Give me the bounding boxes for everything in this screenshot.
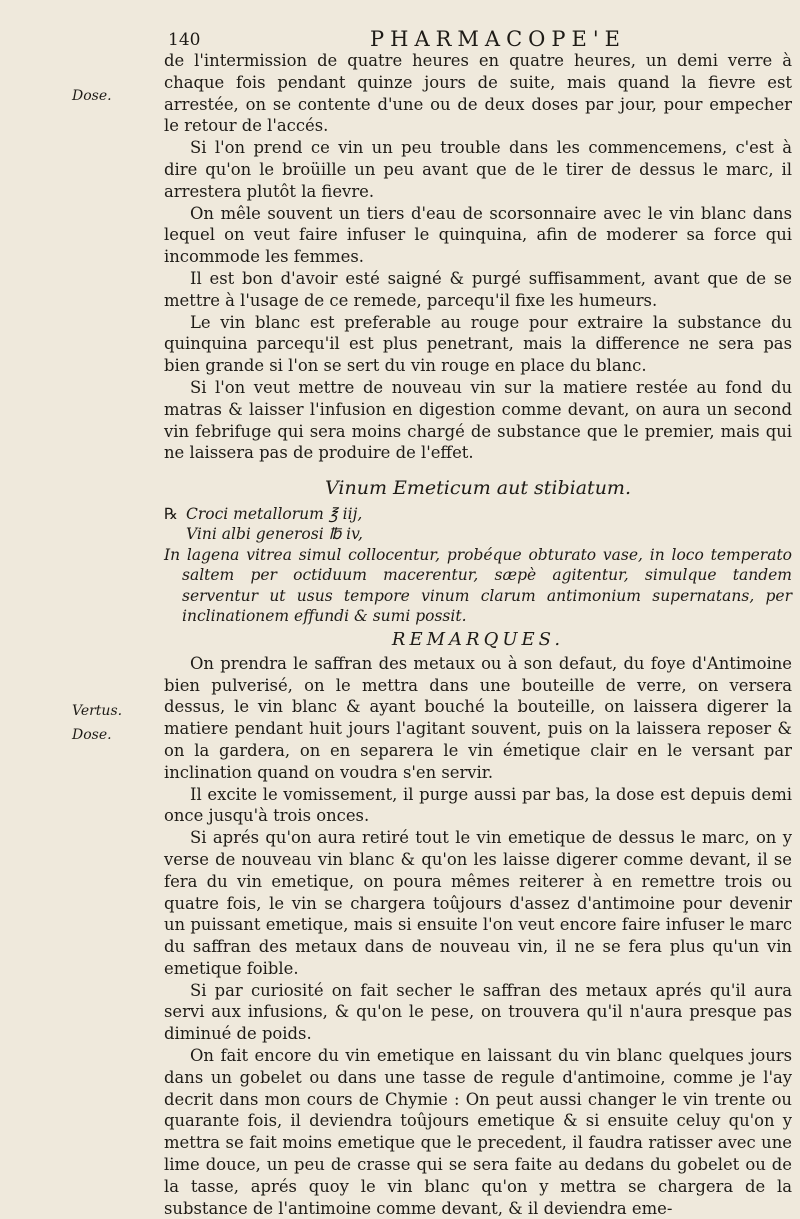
margin-note-vertus: Vertus.	[72, 703, 123, 719]
page-number: 140	[168, 30, 201, 50]
remarques-heading: REMARQUES.	[391, 628, 565, 650]
paragraph: On fait encore du vin emetique en laissant du vin blanc quelques jours dans un gobelet ou dans une tasse de regule d'antimoine, comme je l'ay decrit dans mon cours de Chymie : On peut aussi changer le vin trente ou quarante fois, il deviendra toûjours emetique & si ensuite celuy qu'on y mettra se fait moins emetique que le precedent, il faudra ratisser avec une lime douce, un peu de crasse qui se sera faite au dedans du gobelet ou de la tasse, aprés quoy le vin blanc qu'on y mettra se chargera de la substance de l'antimoine comme devant, & il deviendra eme-	[164, 1046, 792, 1218]
recipe-line	[164, 504, 792, 525]
paragraph: Il est bon d'avoir esté saigné & purgé suffisamment, avant que de se mettre à l'usage de ce remede, parcequ'il fixe les humeurs.	[164, 268, 792, 310]
paragraph: Si aprés qu'on aura retiré tout le vin emetique de dessus le marc, on y verse de nouveau vin blanc & qu'on les laisse digerer comme devant, il se fera du vin emetique, on poura mêmes reiterer à en remettre trois ou quatre fois, le vin se chargera toûjours d'assez d'antimoine pour devenir un puissant emetique, mais si ensuite l'on veut encore faire infuser le marc du saffran des metaux dans de nouveau vin, il ne se fera plus qu'un vin emetique foible.	[164, 828, 792, 978]
recipe-symbol: ℞	[164, 504, 178, 523]
paragraph: On mêle souvent un tiers d'eau de scorsonnaire avec le vin blanc dans lequel on veut faire infuser le quinquina, afin de moderer sa force qui incommode les femmes.	[164, 203, 792, 267]
paragraph: On prendra le saffran des metaux ou à son defaut, du foye d'Antimoine bien pulverisé, on le mettra dans une bouteille de verre, on versera dessus, le vin blanc & ayant bouché la bouteille, on laissera digerer la matiere pendant huit jours l'agitant souvent, puis on la laissera reposer & on la gardera, on en separera le vin émetique clair en le versant par inclination quand on voudra s'en servir.	[164, 653, 792, 782]
paragraph: Si l'on veut mettre de nouveau vin sur la matiere restée au fond du matras & laisser l'infusion en digestion comme devant, on aura un second vin febrifuge qui sera moins chargé de substance que le premier, mais qui ne laissera pas de produire de l'effet.	[164, 377, 792, 463]
margin-note-dose-2: Dose.	[72, 727, 112, 743]
section-heading: Vinum Emeticum aut stibiatum.	[325, 477, 631, 500]
recipe-ingredient: Croci metallorum ℥ iij,	[186, 504, 363, 523]
paragraph: Si par curiosité on fait secher le saffran des metaux aprés qu'il aura servi aux infusions, & qu'on le pese, on trouvera qu'il n'aura presque pas diminué de poids.	[164, 980, 792, 1044]
paragraph: de l'intermission de quatre heures en quatre heures, un demi verre à chaque fois pendant quinze jours de suite, mais quand la fievre est arrestée, on se contente d'une ou de deux doses par jour, pour empecher le retour de l'accés.	[164, 51, 792, 136]
paragraph: Si l'on prend ce vin un peu trouble dans les commencemens, c'est à dire qu'on le broüille un peu avant que de le tirer de dessus le marc, il arrestera plutôt la fievre.	[164, 138, 792, 201]
paragraph: Le vin blanc est preferable au rouge pour extraire la substance du quinquina parcequ'il est plus penetrant, mais la difference ne sera pas bien grande si l'on se sert du vin rouge en place du blanc.	[164, 312, 792, 376]
recipe-line	[164, 524, 792, 545]
margin-note-dose: Dose.	[72, 88, 112, 104]
page-body	[164, 50, 792, 1219]
recipe-ingredient: Vini albi generosi ℔ iv,	[186, 525, 363, 544]
paragraph: Il excite le vomissement, il purge aussi par bas, la dose est depuis demi once jusqu'à trois onces.	[164, 784, 792, 826]
recipe-instruction: In lagena vitrea simul collocentur, probéque obturato vase, in loco temperato saltem per octiduum macerentur, sæpè agitentur, simulque tandem serventur ut usus tempore vinum clarum antimonium supernatans, per inclinationem effundi & sumi possit.	[164, 545, 792, 626]
running-head: PHARMACOPE'E	[370, 27, 626, 51]
recipe-block	[164, 504, 792, 627]
